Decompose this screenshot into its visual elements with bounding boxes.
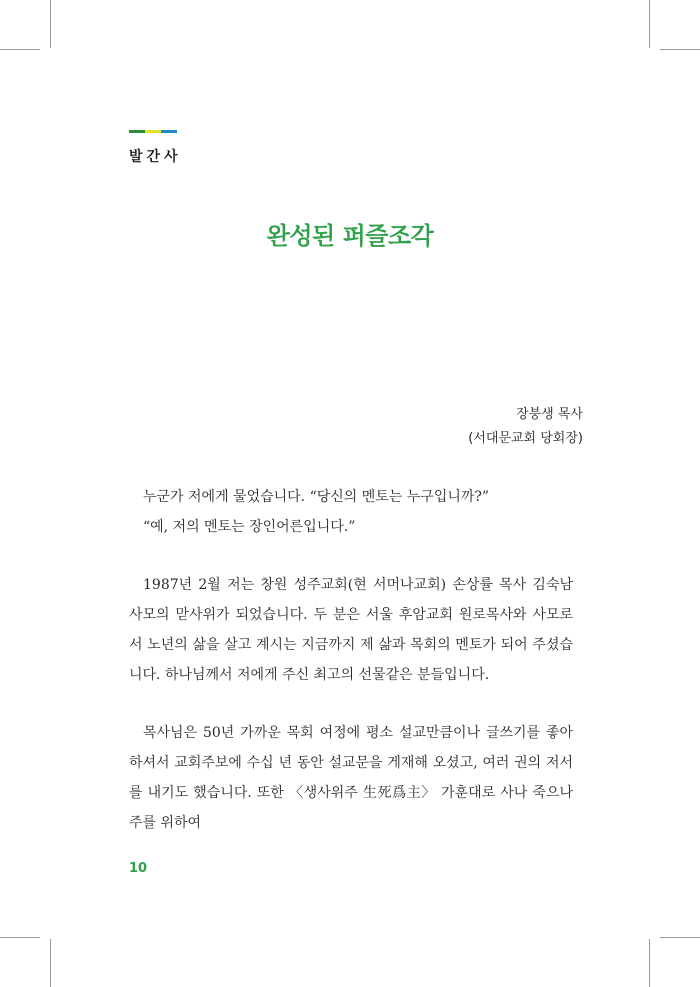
paragraph-2: 목사님은 50년 가까운 목회 여정에 평소 설교만큼이나 글쓰기를 좋아하셔서 교회주보에 수십 년 동안 설교문을 게재해 오셨고, 여러 권의 저서를 내기도 했습니다. 또한 〈생사위주 生死爲主〉 가훈대로 사나 죽으나 주를 위하여 — [129, 725, 573, 831]
author-name: 장붕생 목사 — [516, 407, 583, 422]
crop-mark-top-right — [649, 0, 650, 48]
crop-mark-top-right-horizontal — [660, 49, 700, 50]
color-bar-yellow — [145, 130, 161, 133]
crop-mark-bottom-left-horizontal — [0, 937, 40, 938]
section-label: 발간사 — [129, 149, 182, 165]
crop-mark-bottom-left — [50, 939, 51, 987]
color-bar-blue — [161, 130, 177, 133]
page-title: 완성된 퍼즐조각 — [266, 222, 434, 250]
paragraph-1: 1987년 2월 저는 창원 성주교회(현 서머나교회) 손상률 목사 김숙남 사모의 맏사위가 되었습니다. 두 분은 서울 후암교회 원로목사와 사모로서 노년의 삶을 살고 계시는 지금까지 제 삶과 목회의 멘토가 되어 주셨습니다. 하나님께서 저에게 주신 최고의 선물같은 분들입니다. — [129, 577, 573, 683]
crop-mark-bottom-right-horizontal — [660, 937, 700, 938]
dialog-line-1: 누군가 저에게 물었습니다. “당신의 멘토는 누구입니까?” — [143, 489, 490, 505]
section-color-bar — [129, 130, 177, 133]
author-block — [468, 403, 583, 451]
crop-mark-bottom-right — [649, 939, 650, 987]
body-text — [129, 482, 573, 866]
dialog-line-2: “예, 저의 멘토는 장인어른입니다.” — [143, 519, 356, 535]
author-affiliation: (서대문교회 당회장) — [468, 431, 583, 446]
crop-mark-top-left — [50, 0, 51, 48]
page-number: 10 — [129, 861, 148, 876]
crop-mark-top-left-horizontal — [0, 49, 40, 50]
color-bar-green — [129, 130, 145, 133]
